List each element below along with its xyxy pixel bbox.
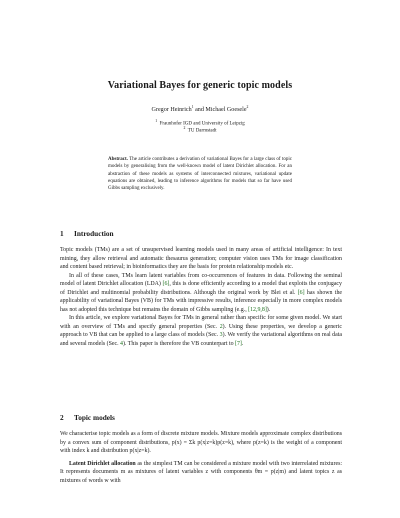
section-body [60,246,342,349]
section-body [60,430,342,485]
author-conjunction: and [193,107,206,114]
abstract [108,156,292,192]
author-affiliation-mark: 1 [191,105,194,109]
section-heading [60,413,115,422]
affiliation-mark: 1 [155,119,158,123]
author-name: Gregor Heinrich [151,107,192,114]
paper-title: Variational Bayes for generic topic models [107,80,293,91]
section-reference-link[interactable]: 2 [219,323,223,330]
author-affiliation-mark: 2 [246,105,249,109]
section-title: Introduction [74,229,114,238]
section-number: 2 [60,413,64,422]
abstract-label: Abstract. [108,157,128,162]
author-line [0,105,400,113]
section-reference-link[interactable]: 4 [120,341,123,348]
section-reference-link[interactable]: 3 [219,332,223,339]
citation-link[interactable]: [12,9,8] [248,306,267,313]
paragraph: In all of these cases, TMs learn latent variables from co-occurrences of features in data. Following the seminal model of latent Dirichlet allocation (LDA) [6], this is done efficiently according to a model that exploits the conjugacy of Dirichlet and multinomial probability distributions. Although the original work by Blei et al. [6] has shown the applicability of variational Bayes (VB) for TMs with impressive results, inference especially in more complex models has not adopted this technique but remains the domain of Gibbs sampling (e.g., [12,9,8]). [60,272,342,313]
paragraph: Latent Dirichlet allocation as the simplest TM can be considered a mixture model with two interrelated mixtures: It represents documents m as mixtures of latent variables z with components θm = p(z|m) and latent topics z as mixtures of words w with [60,460,342,484]
citation-link[interactable]: [7] [235,341,242,348]
section-title: Topic models [74,413,115,422]
affiliation-text: Fraunhofer IGD and University of Leipzig [159,121,245,127]
paragraph: In this article, we explore variational Bayes for TMs in general rather than specific for some given model. We start with an overview of TMs and specify general properties (Sec. 2). Using these properties, we develop a generic approach to VB that can be applied to a large class of models (Sec. 3). We verify the variational algorithms on real data and several models (Sec. 4). This paper is therefore the VB counterpart to [7]. [60,315,343,348]
citation-link[interactable]: [6] [297,289,305,296]
section-heading [60,229,114,238]
affiliation-text: TU Darmstadt [187,128,217,134]
abstract-text: The article contributes a derivation of variational Bayes for a large class of topic models by generalising from the well-known model of latent Dirichlet allocation. For an abstraction of these models as systems of interconnected mixtures, variational update equations are obtained, leading to inference algorithms for models that so far have used Gibbs sampling exclusively. [108,157,292,191]
affiliation-mark: 2 [183,126,186,130]
section-number: 1 [60,229,64,238]
run-in-heading: Latent Dirichlet allocation [69,460,136,467]
paragraph: Topic models (TMs) are a set of unsupervised learning models used in many areas of artificial intelligence: In text mining, they allow retrieval and automatic thesaurus generation; computer vision uses TMs for image classification and content based retrieval; in bioinformatics they are the basis for protein relationship models etc. [60,247,342,271]
affiliation [0,126,400,134]
citation-link[interactable]: [6] [162,281,170,288]
paragraph: We characterise topic models as a form of discrete mixture models. Mixture models approximate complex distributions by a convex sum of component distributions, p(x) = Σk p(x|z=k)p(z=k), where p(z=k) is the weight of a component with index k and distribution p(x|z=k). [60,431,342,455]
author-name: Michael Goesele [205,107,247,114]
